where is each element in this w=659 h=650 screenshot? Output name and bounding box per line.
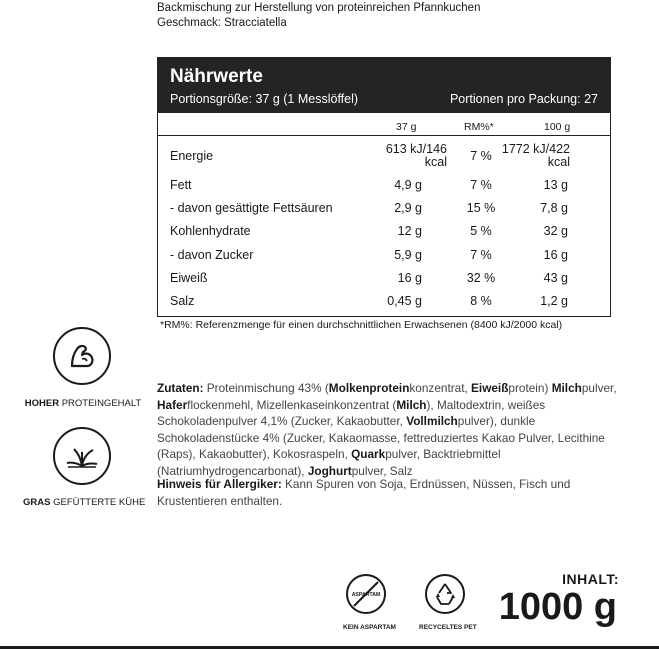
ingredients-text <box>157 380 617 479</box>
bottom-divider <box>0 646 659 649</box>
row-label: Kohlenhydrate <box>170 224 251 238</box>
table-row-salt <box>158 294 610 316</box>
grass-fed-label <box>23 497 146 508</box>
row-label: Fett <box>170 178 192 192</box>
product-description: Backmischung zur Herstellung von proteinreichen Pfannkuchen <box>157 2 481 14</box>
ingredients-label: Zutaten: <box>157 381 204 395</box>
no-aspartame-label: KEIN ASPARTAM <box>343 624 396 631</box>
row-value-portion: 16 g <box>397 271 422 285</box>
col-header-100g: 100 g <box>544 121 571 133</box>
row-value-100g: 43 g <box>543 271 568 285</box>
ingredient-part: pulver, <box>581 381 617 395</box>
table-row-saturated <box>158 201 610 223</box>
row-label: - davon Zucker <box>170 248 254 262</box>
row-value-100g: 1,2 g <box>540 294 568 308</box>
portion-size: Portionsgröße: 37 g (1 Messlöffel) <box>170 92 359 106</box>
portions-per-pack: Portionen pro Packung: 27 <box>449 92 598 106</box>
row-value-rm: 5 % <box>470 224 492 238</box>
row-label: - davon gesättigte Fettsäuren <box>170 201 333 215</box>
row-value-rm: 7 % <box>470 149 492 163</box>
badge-bold-text: GRAS <box>23 497 51 508</box>
content-label: INHALT: <box>562 571 619 587</box>
allergen-highlight: Hafer <box>157 397 188 412</box>
table-row-protein <box>158 271 610 293</box>
row-value-rm: 7 % <box>470 248 492 262</box>
nutrition-table <box>157 57 611 317</box>
ingredient-part: pulver, Backtriebmittel (Natriumhydrogencarbonat), <box>157 447 501 478</box>
ingredient-part: pulver, Salz <box>351 463 413 478</box>
allergen-label: Hinweis für Allergiker: <box>157 477 282 491</box>
allergen-highlight: Milch <box>551 381 582 395</box>
recycled-pet-icon <box>425 574 465 614</box>
row-value-100g: 32 g <box>543 224 568 238</box>
row-value-100g: 16 g <box>543 248 568 262</box>
row-value-100g: 7,8 g <box>540 201 568 215</box>
grass-icon <box>62 436 102 476</box>
grass-fed-badge <box>53 427 111 485</box>
ingredient-part: konzentrat, <box>409 381 472 395</box>
nutrition-header <box>158 58 610 113</box>
product-intro <box>157 1 480 31</box>
table-row-energy <box>158 142 610 169</box>
reference-footnote: *RM%: Referenzmenge für einen durchschnittlichen Erwachsenen (8400 kJ/2000 kcal) <box>160 319 563 331</box>
allergen-highlight: Vollmilch <box>406 414 458 428</box>
row-value-portion: 2,9 g <box>394 201 422 215</box>
ingredient-part: flockenmehl, Mizellenkaseinkonzentrat ( <box>187 397 397 412</box>
row-value-100g: 13 g <box>543 178 568 192</box>
ingredient-part: Proteinmischung 43% ( <box>203 381 329 395</box>
high-protein-badge <box>53 327 111 385</box>
row-value-rm: 8 % <box>470 294 492 308</box>
row-value-rm: 15 % <box>466 201 496 215</box>
allergen-highlight: Joghurt <box>307 463 352 478</box>
no-aspartame-graphic <box>348 576 384 612</box>
row-label: Energie <box>170 149 214 163</box>
row-label: Salz <box>170 294 195 308</box>
allergen-highlight: Molkenprotein <box>328 381 410 395</box>
nutrition-title: Nährwerte <box>170 66 263 87</box>
recycle-icon <box>427 576 463 612</box>
row-value-portion: 0,45 g <box>387 294 422 308</box>
row-value-portion: 613 kJ/146 kcal <box>385 142 447 169</box>
ingredient-part: ), Maltodextrin, weißes Schokoladenpulver 4,1% (Zucker, Kakaobutter, <box>157 397 546 428</box>
table-row-fat <box>158 178 610 200</box>
col-header-portion: 37 g <box>396 121 417 133</box>
flexed-arm-icon <box>62 336 102 376</box>
row-value-portion: 12 g <box>397 224 422 238</box>
high-protein-label <box>23 398 143 409</box>
allergen-text: Kann Spuren von Soja, Erdnüssen, Nüssen, Fisch und Krustentieren enthalten. <box>157 477 571 508</box>
header-rule <box>158 135 610 136</box>
row-label: Eiweiß <box>170 271 208 285</box>
allergen-note <box>157 476 617 509</box>
allergen-highlight: Milch <box>396 397 427 412</box>
row-value-100g: 1772 kJ/422 kcal <box>501 142 570 169</box>
no-aspartame-icon-text: ASPARTAM <box>351 592 381 598</box>
badge-text: PROTEINGEHALT <box>59 398 142 409</box>
allergen-highlight: Quark <box>351 447 386 461</box>
badge-text: GEFÜTTERTE KÜHE <box>50 497 146 508</box>
table-row-sugar <box>158 248 610 270</box>
ingredient-part: pulver), dunkle Schokoladenstücke 4% (Zucker, Kakaomasse, fettreduziertes Kakao Pulver, Lecithine (Raps), Kakaobutter), Kokosraspeln, <box>157 414 605 461</box>
net-weight: 1000 g <box>498 586 617 628</box>
ingredient-part: protein) <box>508 381 552 395</box>
row-value-rm: 7 % <box>470 178 492 192</box>
col-header-rm: RM%* <box>464 121 494 133</box>
allergen-highlight: Eiweiß <box>471 381 509 395</box>
flavor-text: Geschmack: Stracciatella <box>157 17 287 29</box>
badge-bold-text: HOHER <box>24 398 60 409</box>
row-value-portion: 5,9 g <box>394 248 422 262</box>
recycled-pet-label: RECYCELTES PET <box>419 624 477 631</box>
row-value-portion: 4,9 g <box>394 178 422 192</box>
row-value-rm: 32 % <box>466 271 496 285</box>
no-aspartame-icon <box>346 574 386 614</box>
table-row-carbs <box>158 224 610 246</box>
